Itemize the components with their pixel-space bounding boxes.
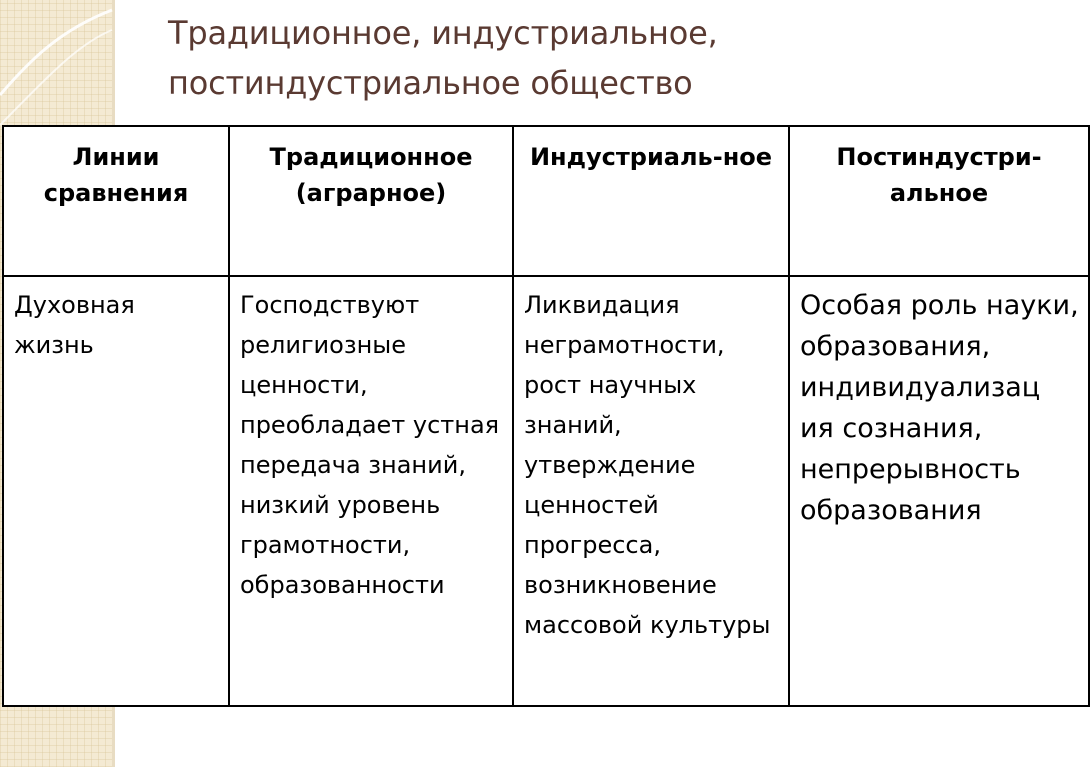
cell-comparison-line: Духовная жизнь [3, 276, 229, 706]
page-title [168, 8, 988, 108]
cell-industrial: Ликвидация неграмотности, рост научных знаний, утверждение ценностей прогресса, возникновение массовой культуры [513, 276, 789, 706]
header-comparison-lines: Линии сравнения [3, 126, 229, 276]
title-line-2: постиндустриальное общество [168, 64, 693, 102]
table-row [3, 276, 1089, 706]
header-traditional: Традиционное (аграрное) [229, 126, 513, 276]
cell-traditional: Господствуют религиозные ценности, преобладает устная передача знаний, низкий уровень грамотности, образованности [229, 276, 513, 706]
comparison-table [2, 125, 1090, 707]
decorative-swoosh-icon [0, 0, 140, 140]
header-industrial: Индустриаль-ное [513, 126, 789, 276]
cell-postindustrial: Особая роль науки, образования, индивидуализац ия сознания, непрерывность образования [789, 276, 1089, 706]
header-postindustrial: Постиндустри-альное [789, 126, 1089, 276]
table-header-row [3, 126, 1089, 276]
title-line-1: Традиционное, индустриальное, [168, 14, 718, 52]
